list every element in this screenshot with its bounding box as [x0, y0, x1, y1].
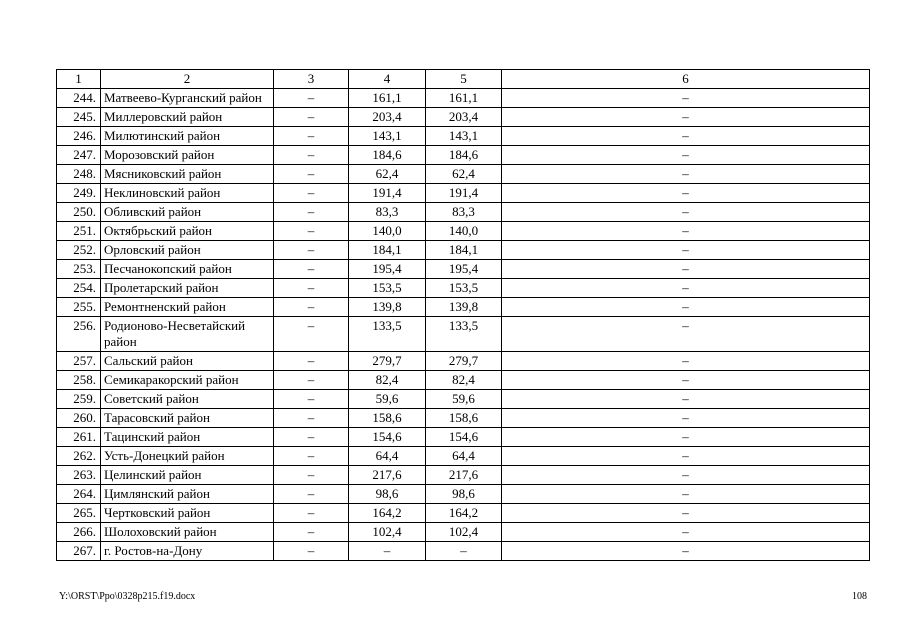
row-number-cell: 262.: [57, 447, 101, 466]
table-row: [57, 184, 870, 203]
col3-cell: –: [274, 466, 349, 485]
data-table: [56, 69, 870, 561]
table-row: [57, 317, 870, 352]
col6-cell: –: [502, 165, 870, 184]
col5-value-cell: 195,4: [426, 260, 502, 279]
col6-cell: –: [502, 409, 870, 428]
col3-cell: –: [274, 371, 349, 390]
col4-value-cell: 154,6: [349, 428, 426, 447]
col5-value-cell: 64,4: [426, 447, 502, 466]
col4-value-cell: 83,3: [349, 203, 426, 222]
district-name-cell: Милютинский район: [101, 127, 274, 146]
col3-cell: –: [274, 542, 349, 561]
table-row: [57, 279, 870, 298]
page-number: 108: [852, 591, 867, 602]
col4-value-cell: 161,1: [349, 89, 426, 108]
table-row: [57, 222, 870, 241]
col4-value-cell: 203,4: [349, 108, 426, 127]
col3-cell: –: [274, 89, 349, 108]
col3-cell: –: [274, 390, 349, 409]
row-number-cell: 258.: [57, 371, 101, 390]
header-cell: 3: [274, 70, 349, 89]
district-name-cell: Целинский район: [101, 466, 274, 485]
district-name-cell: Советский район: [101, 390, 274, 409]
district-name-cell: Пролетарский район: [101, 279, 274, 298]
col4-value-cell: 102,4: [349, 523, 426, 542]
district-name-cell: Шолоховский район: [101, 523, 274, 542]
col3-cell: –: [274, 260, 349, 279]
district-name-cell: Песчанокопский район: [101, 260, 274, 279]
district-name-cell: Родионово-Несветайский район: [101, 317, 274, 352]
col6-cell: –: [502, 127, 870, 146]
row-number-cell: 248.: [57, 165, 101, 184]
col5-value-cell: 143,1: [426, 127, 502, 146]
col6-cell: –: [502, 184, 870, 203]
table-row: [57, 108, 870, 127]
district-name-cell: г. Ростов-на-Дону: [101, 542, 274, 561]
col4-value-cell: 279,7: [349, 352, 426, 371]
table-row: [57, 390, 870, 409]
col6-cell: –: [502, 371, 870, 390]
col6-cell: –: [502, 447, 870, 466]
col4-value-cell: 217,6: [349, 466, 426, 485]
row-number-cell: 265.: [57, 504, 101, 523]
col3-cell: –: [274, 447, 349, 466]
table-row: [57, 165, 870, 184]
col3-cell: –: [274, 241, 349, 260]
col4-value-cell: 82,4: [349, 371, 426, 390]
col6-cell: –: [502, 298, 870, 317]
col5-value-cell: 83,3: [426, 203, 502, 222]
table-row: [57, 298, 870, 317]
table-row: [57, 260, 870, 279]
col6-cell: –: [502, 279, 870, 298]
table-header-row: [57, 70, 870, 89]
col6-cell: –: [502, 390, 870, 409]
col3-cell: –: [274, 108, 349, 127]
header-cell: 4: [349, 70, 426, 89]
col5-value-cell: 217,6: [426, 466, 502, 485]
row-number-cell: 256.: [57, 317, 101, 352]
district-name-cell: Сальский район: [101, 352, 274, 371]
col4-value-cell: 164,2: [349, 504, 426, 523]
col4-value-cell: 184,1: [349, 241, 426, 260]
row-number-cell: 257.: [57, 352, 101, 371]
col6-cell: –: [502, 504, 870, 523]
district-name-cell: Миллеровский район: [101, 108, 274, 127]
col4-value-cell: 59,6: [349, 390, 426, 409]
row-number-cell: 244.: [57, 89, 101, 108]
col4-value-cell: 143,1: [349, 127, 426, 146]
col3-cell: –: [274, 146, 349, 165]
col5-value-cell: 62,4: [426, 165, 502, 184]
col5-value-cell: 191,4: [426, 184, 502, 203]
col5-value-cell: 153,5: [426, 279, 502, 298]
col6-cell: –: [502, 523, 870, 542]
table-row: [57, 523, 870, 542]
col3-cell: –: [274, 203, 349, 222]
col4-value-cell: 64,4: [349, 447, 426, 466]
col5-value-cell: 59,6: [426, 390, 502, 409]
col6-cell: –: [502, 428, 870, 447]
district-name-cell: Мясниковский район: [101, 165, 274, 184]
col4-value-cell: 98,6: [349, 485, 426, 504]
col3-cell: –: [274, 485, 349, 504]
col5-value-cell: 184,6: [426, 146, 502, 165]
table-body: [57, 70, 870, 561]
col5-value-cell: 102,4: [426, 523, 502, 542]
col6-cell: –: [502, 352, 870, 371]
district-name-cell: Тацинский район: [101, 428, 274, 447]
row-number-cell: 255.: [57, 298, 101, 317]
col5-value-cell: 154,6: [426, 428, 502, 447]
district-name-cell: Морозовский район: [101, 146, 274, 165]
district-name-cell: Чертковский район: [101, 504, 274, 523]
col4-value-cell: 62,4: [349, 165, 426, 184]
row-number-cell: 259.: [57, 390, 101, 409]
col4-value-cell: 195,4: [349, 260, 426, 279]
col5-value-cell: 140,0: [426, 222, 502, 241]
table-row: [57, 447, 870, 466]
header-cell: 6: [502, 70, 870, 89]
col5-value-cell: 82,4: [426, 371, 502, 390]
row-number-cell: 245.: [57, 108, 101, 127]
col6-cell: –: [502, 317, 870, 352]
district-name-cell: Матвеево-Курганский район: [101, 89, 274, 108]
col6-cell: –: [502, 108, 870, 127]
row-number-cell: 247.: [57, 146, 101, 165]
row-number-cell: 264.: [57, 485, 101, 504]
col3-cell: –: [274, 279, 349, 298]
district-name-cell: Усть-Донецкий район: [101, 447, 274, 466]
row-number-cell: 263.: [57, 466, 101, 485]
table-row: [57, 146, 870, 165]
district-name-cell: Семикаракорский район: [101, 371, 274, 390]
row-number-cell: 246.: [57, 127, 101, 146]
col6-cell: –: [502, 89, 870, 108]
col4-value-cell: 184,6: [349, 146, 426, 165]
col5-value-cell: 164,2: [426, 504, 502, 523]
col3-cell: –: [274, 298, 349, 317]
district-name-cell: Неклиновский район: [101, 184, 274, 203]
col3-cell: –: [274, 184, 349, 203]
row-number-cell: 253.: [57, 260, 101, 279]
table-row: [57, 89, 870, 108]
row-number-cell: 252.: [57, 241, 101, 260]
col4-value-cell: 133,5: [349, 317, 426, 352]
table-row: [57, 127, 870, 146]
col6-cell: –: [502, 241, 870, 260]
district-name-cell: Октябрьский район: [101, 222, 274, 241]
col3-cell: –: [274, 352, 349, 371]
header-cell: 1: [57, 70, 101, 89]
col5-value-cell: 139,8: [426, 298, 502, 317]
col3-cell: –: [274, 317, 349, 352]
footer-file-path: Y:\ORST\Ppo\0328p215.f19.docx: [59, 591, 196, 602]
table-row: [57, 428, 870, 447]
col3-cell: –: [274, 428, 349, 447]
col5-value-cell: 203,4: [426, 108, 502, 127]
col3-cell: –: [274, 523, 349, 542]
table-row: [57, 485, 870, 504]
col5-value-cell: –: [426, 542, 502, 561]
col4-value-cell: 140,0: [349, 222, 426, 241]
table-row: [57, 352, 870, 371]
col3-cell: –: [274, 127, 349, 146]
col6-cell: –: [502, 485, 870, 504]
row-number-cell: 266.: [57, 523, 101, 542]
row-number-cell: 267.: [57, 542, 101, 561]
col5-value-cell: 279,7: [426, 352, 502, 371]
col4-value-cell: –: [349, 542, 426, 561]
row-number-cell: 249.: [57, 184, 101, 203]
district-name-cell: Тарасовский район: [101, 409, 274, 428]
district-name-cell: Обливский район: [101, 203, 274, 222]
col4-value-cell: 158,6: [349, 409, 426, 428]
col3-cell: –: [274, 222, 349, 241]
col6-cell: –: [502, 146, 870, 165]
col3-cell: –: [274, 165, 349, 184]
row-number-cell: 250.: [57, 203, 101, 222]
col3-cell: –: [274, 409, 349, 428]
col6-cell: –: [502, 542, 870, 561]
col6-cell: –: [502, 466, 870, 485]
col5-value-cell: 158,6: [426, 409, 502, 428]
col4-value-cell: 153,5: [349, 279, 426, 298]
header-cell: 5: [426, 70, 502, 89]
table-row: [57, 504, 870, 523]
table-row: [57, 371, 870, 390]
col6-cell: –: [502, 260, 870, 279]
col3-cell: –: [274, 504, 349, 523]
row-number-cell: 260.: [57, 409, 101, 428]
table-row: [57, 409, 870, 428]
row-number-cell: 254.: [57, 279, 101, 298]
col5-value-cell: 161,1: [426, 89, 502, 108]
row-number-cell: 251.: [57, 222, 101, 241]
district-name-cell: Орловский район: [101, 241, 274, 260]
row-number-cell: 261.: [57, 428, 101, 447]
header-cell: 2: [101, 70, 274, 89]
table-row: [57, 466, 870, 485]
table-row: [57, 241, 870, 260]
col5-value-cell: 98,6: [426, 485, 502, 504]
district-name-cell: Цимлянский район: [101, 485, 274, 504]
col5-value-cell: 133,5: [426, 317, 502, 352]
table-row: [57, 203, 870, 222]
col4-value-cell: 139,8: [349, 298, 426, 317]
col6-cell: –: [502, 203, 870, 222]
col5-value-cell: 184,1: [426, 241, 502, 260]
district-name-cell: Ремонтненский район: [101, 298, 274, 317]
col4-value-cell: 191,4: [349, 184, 426, 203]
col6-cell: –: [502, 222, 870, 241]
table-row: [57, 542, 870, 561]
